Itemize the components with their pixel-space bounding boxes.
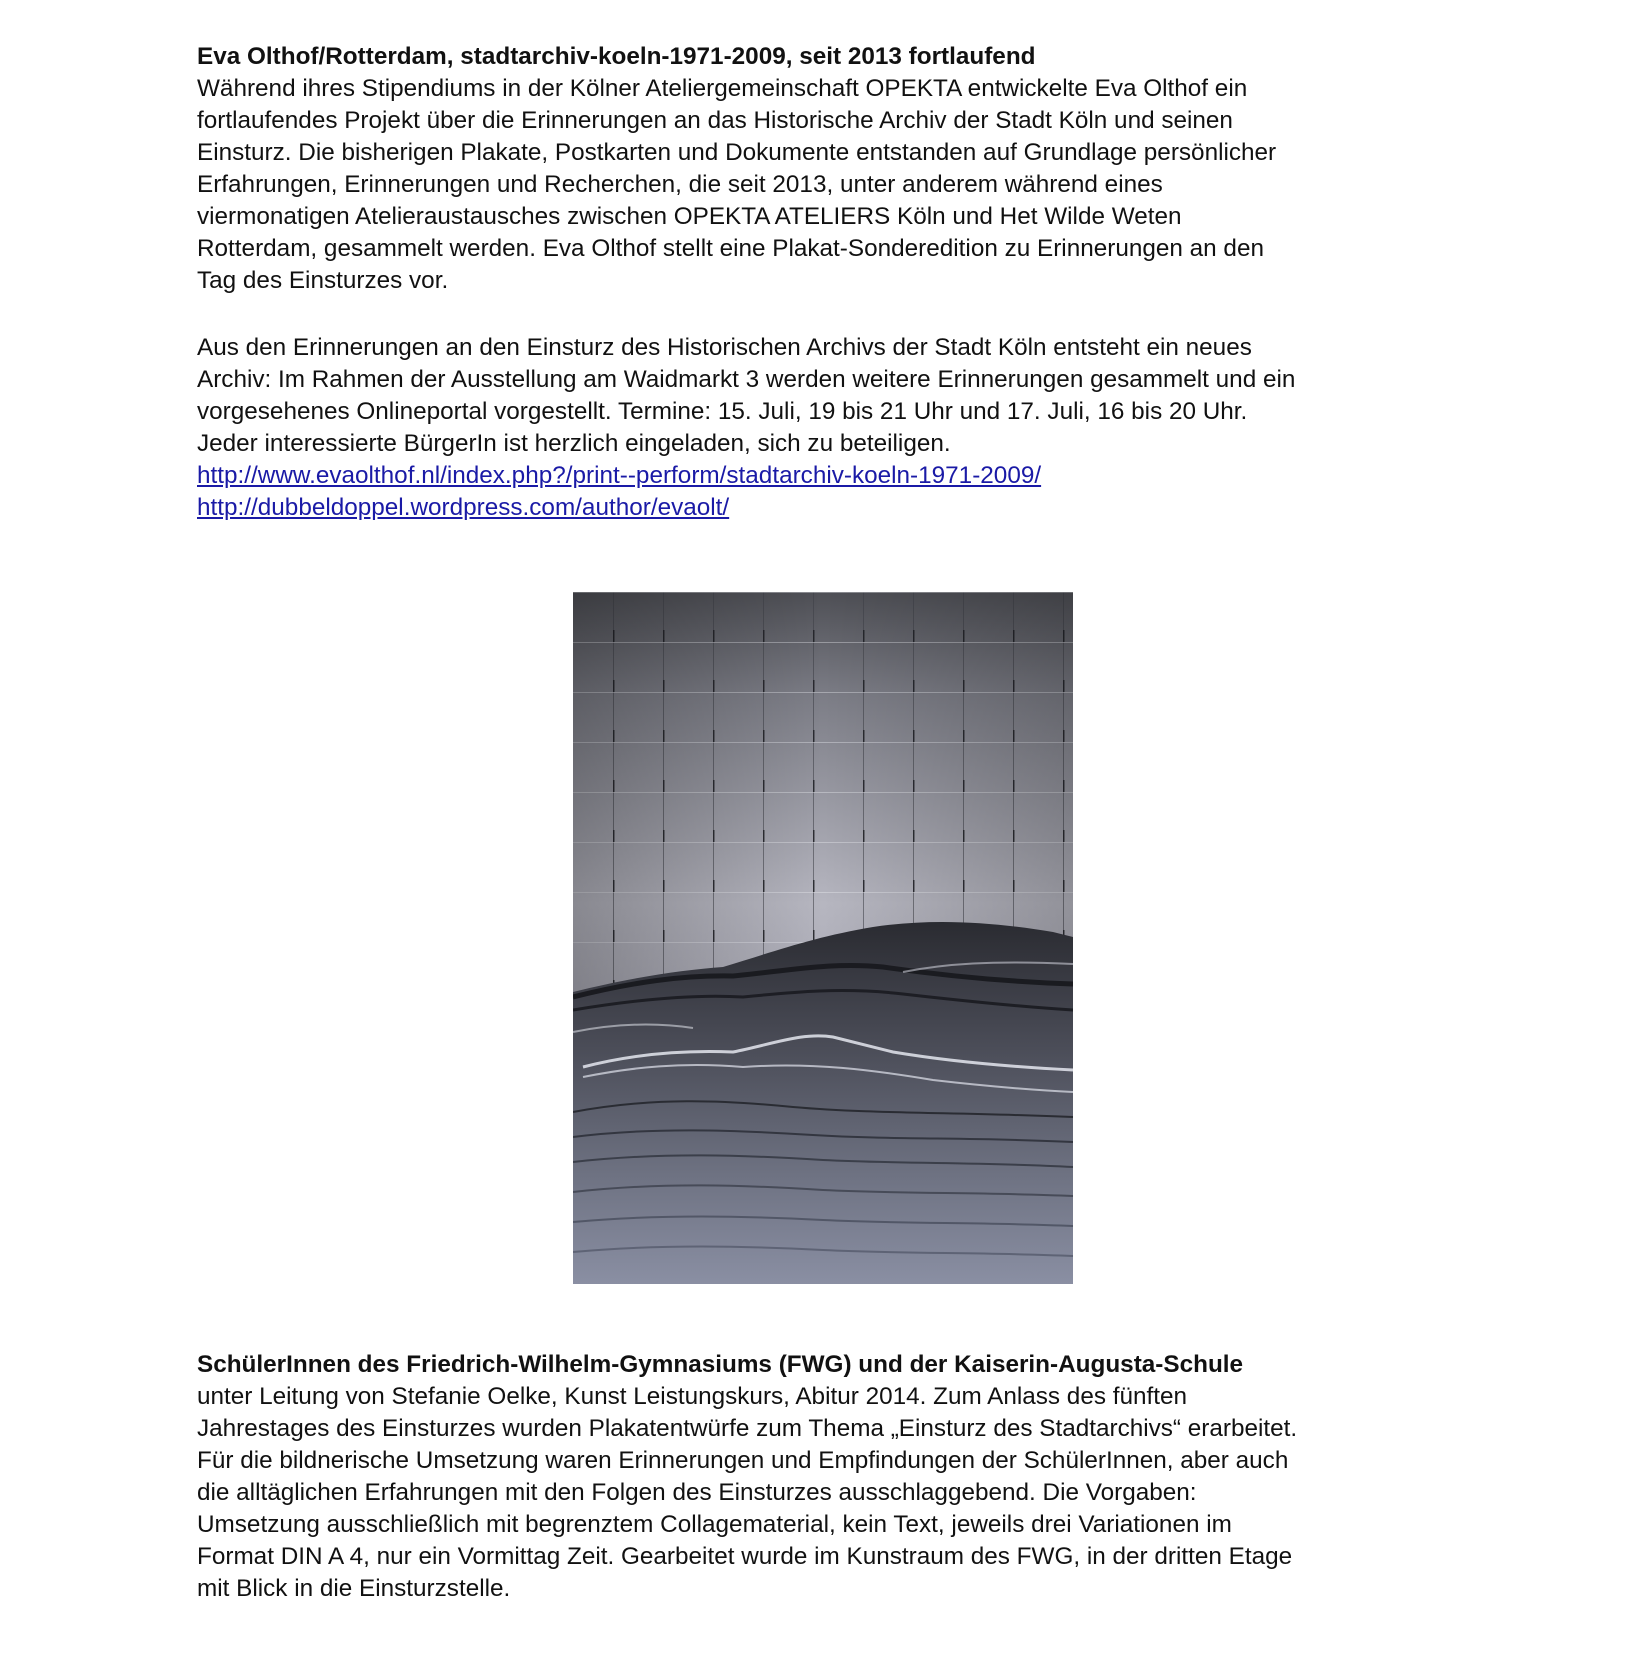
text-line: Aus den Erinnerungen an den Einsturz des Historischen Archivs der Stadt Köln entsteht ein neues — [197, 334, 1252, 361]
text-line: Umsetzung ausschließlich mit begrenztem Collagematerial, kein Text, jeweils drei Variationen im — [197, 1511, 1232, 1538]
text-line: Jahrestages des Einsturzes wurden Plakatentwürfe zum Thema „Einsturz des Stadtarchivs“ erarbeitet. — [197, 1415, 1298, 1442]
artwork-image-icon — [573, 592, 1073, 1284]
text-line: Einsturz. Die bisherigen Plakate, Postkarten und Dokumente entstanden auf Grundlage persönlicher — [197, 139, 1277, 166]
artwork-image — [573, 592, 1073, 1284]
text-line: viermonatigen Atelieraustausches zwischen OPEKTA ATELIERS Köln und Het Wilde Weten — [197, 203, 1182, 230]
text-line: unter Leitung von Stefanie Oelke, Kunst Leistungskurs, Abitur 2014. Zum Anlass des fünften — [197, 1383, 1188, 1410]
section1-paragraph2 — [197, 332, 1477, 524]
text-line: Archiv: Im Rahmen der Ausstellung am Waidmarkt 3 werden weitere Erinnerungen gesammelt und ein — [197, 366, 1296, 393]
link-dubbeldoppel[interactable]: http://dubbeldoppel.wordpress.com/author/evaolt/ — [197, 494, 730, 521]
section-schuelerinnen — [197, 1349, 1477, 1605]
section2-heading: SchülerInnen des Friedrich-Wilhelm-Gymnasiums (FWG) und der Kaiserin-Augusta-Schule — [197, 1351, 1244, 1378]
text-line: die alltäglichen Erfahrungen mit den Folgen des Einsturzes ausschlaggebend. Die Vorgaben: — [197, 1479, 1197, 1506]
text-line: Format DIN A 4, nur ein Vormittag Zeit. Gearbeitet wurde im Kunstraum des FWG, in der dritten Etage — [197, 1543, 1293, 1570]
text-line: Tag des Einsturzes vor. — [197, 267, 449, 294]
text-line: vorgesehenes Onlineportal vorgestellt. Termine: 15. Juli, 19 bis 21 Uhr und 17. Juli, 16 bis 20 Uhr. — [197, 398, 1248, 425]
link-evaolthof[interactable]: http://www.evaolthof.nl/index.php?/print--perform/stadtarchiv-koeln-1971-2009/ — [197, 462, 1042, 489]
section1-heading: Eva Olthof/Rotterdam, stadtarchiv-koeln-1971-2009, seit 2013 fortlaufend — [197, 43, 1036, 70]
text-line: fortlaufendes Projekt über die Erinnerungen an das Historische Archiv der Stadt Köln und seinen — [197, 107, 1233, 134]
section-eva-olthof — [197, 41, 1477, 297]
section1-paragraph1 — [197, 41, 1477, 297]
text-line: Erfahrungen, Erinnerungen und Recherchen, die seit 2013, unter anderem während eines — [197, 171, 1163, 198]
text-line: mit Blick in die Einsturzstelle. — [197, 1575, 511, 1602]
section2-paragraph — [197, 1349, 1477, 1605]
text-line: Während ihres Stipendiums in der Kölner Ateliergemeinschaft OPEKTA entwickelte Eva Olthof ein — [197, 75, 1248, 102]
text-line: Rotterdam, gesammelt werden. Eva Olthof stellt eine Plakat-Sonderedition zu Erinnerungen an den — [197, 235, 1264, 262]
text-line: Für die bildnerische Umsetzung waren Erinnerungen und Empfindungen der SchülerInnen, aber auch — [197, 1447, 1289, 1474]
text-line: Jeder interessierte BürgerIn ist herzlich eingeladen, sich zu beteiligen. — [197, 430, 951, 457]
section1-paragraph2-text — [197, 332, 1477, 524]
